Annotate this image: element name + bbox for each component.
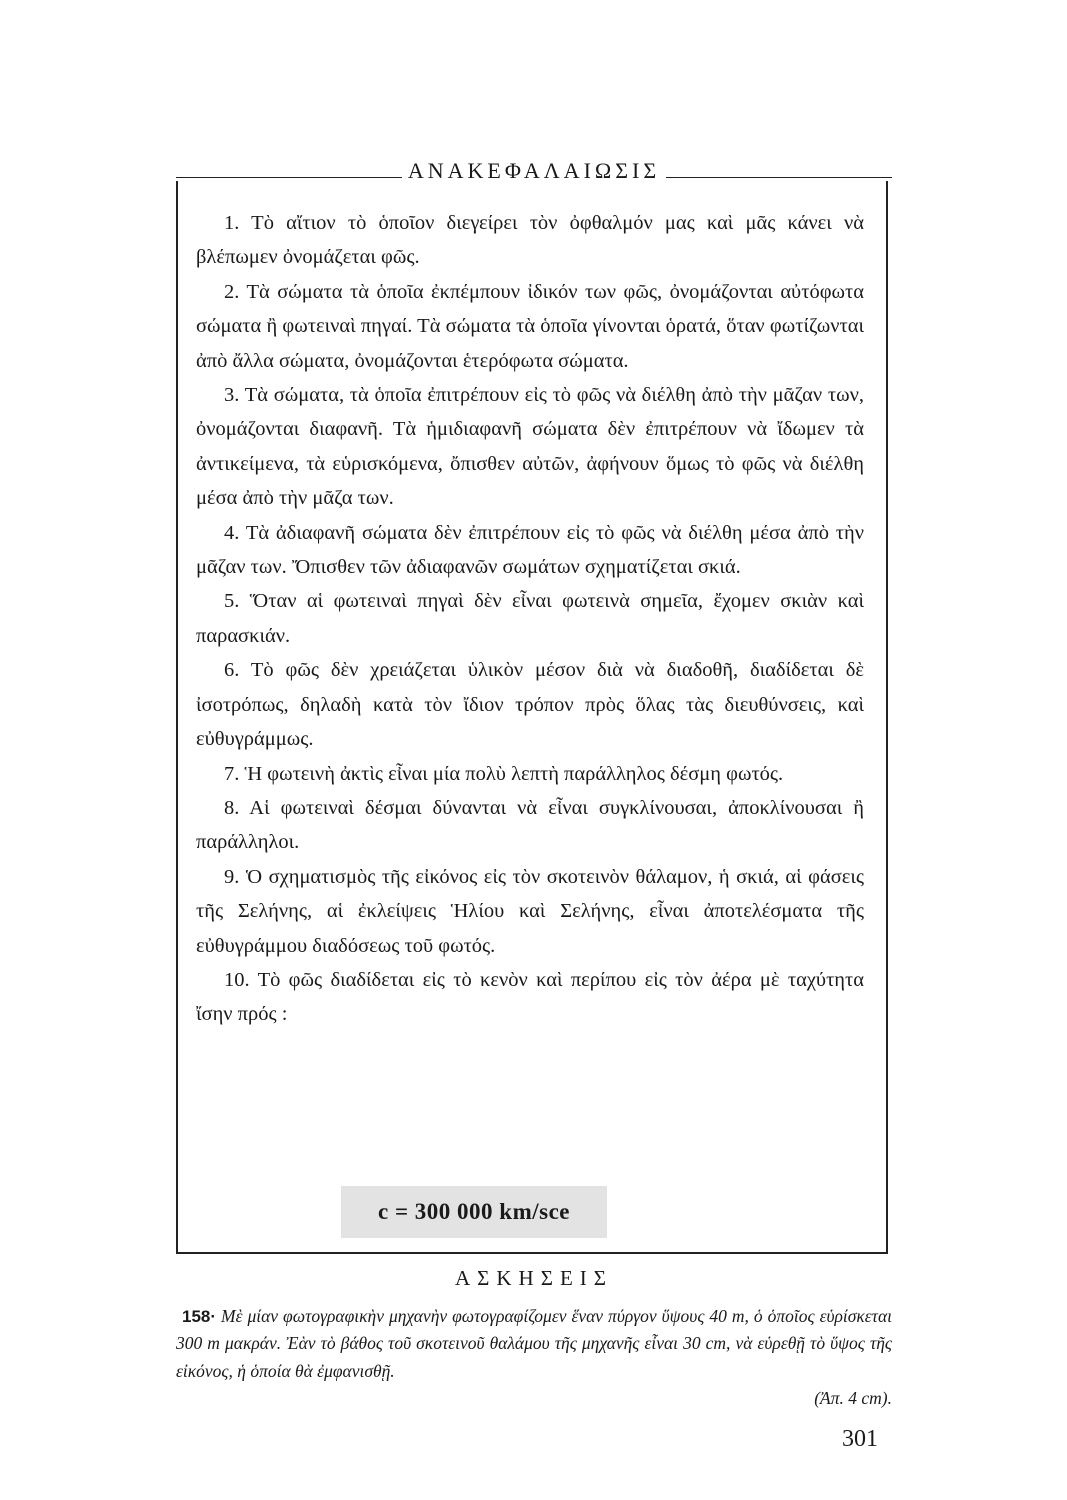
summary-item-2: 2. Τὰ σώματα τὰ ὁποῖα ἐκπέμπουν ἰδικόν των φῶς, ὀνομάζονται αὐτόφωτα σώματα ἢ φωτειναὶ πηγαί. Τὰ σώματα τὰ ὁποῖα γίνονται ὁρατά, ὅταν φωτίζωνται ἀπὸ ἄλλα σώματα, ὀνομάζονται ἑτερόφωτα σώματα. — [196, 280, 864, 372]
speed-of-light-formula: c = 300 000 km/sce — [341, 1186, 607, 1238]
section-title: ΑΝΑΚΕΦΑΛΑΙΩΣΙΣ — [407, 158, 661, 183]
exercises-title: ΑΣΚΗΣΕΙΣ — [455, 1266, 613, 1290]
page-number: 301 — [842, 1426, 878, 1452]
header-rule-right — [666, 177, 892, 178]
header-rule-left — [176, 177, 402, 178]
summary-item-4: 4. Τὰ ἀδιαφανῆ σώματα δὲν ἐπιτρέπουν εἰς τὸ φῶς νὰ διέλθη μέσα ἀπὸ τὴν μᾶζαν των. Ὄπισθεν τῶν ἀδιαφανῶν σωμάτων σχηματίζεται σκιά. — [196, 521, 864, 579]
summary-item-10: 10. Τὸ φῶς διαδίδεται εἰς τὸ κενὸν καὶ περίπου εἰς τὸν ἀέρα μὲ ταχύτητα ἴσην πρός : — [196, 968, 864, 1026]
exercise-number: 158· — [182, 1307, 217, 1326]
summary-text — [196, 206, 864, 1032]
summary-item-3: 3. Τὰ σώματα, τὰ ὁποῖα ἐπιτρέπουν εἰς τὸ φῶς νὰ διέλθη ἀπὸ τὴν μᾶζαν των, ὀνομάζονται διαφανῆ. Τὰ ἡμιδιαφανῆ σώματα δὲν ἐπιτρέπουν νὰ ἴδωμεν τὰ ἀντικείμενα, τὰ εὑρισκόμενα, ὄπισθεν αὐτῶν, ἀφήνουν ὅμως τὸ φῶς νὰ διέλθη μέσα ἀπὸ τὴν μᾶζα των. — [196, 384, 864, 510]
summary-item-8: 8. Αἱ φωτειναὶ δέσμαι δύνανται νὰ εἶναι συγκλίνουσαι, ἀποκλίνουσαι ἢ παράλληλοι. — [196, 796, 864, 854]
summary-item-6: 6. Τὸ φῶς δὲν χρειάζεται ὑλικὸν μέσον διὰ νὰ διαδοθῆ, διαδίδεται δὲ ἰσοτρόπως, δηλαδὴ κατὰ τὸν ἴδιον τρόπον πρὸς ὅλας τὰς διευθύνσεις, καὶ εὐθυγράμμως. — [196, 659, 864, 751]
summary-item-9: 9. Ὁ σχηματισμὸς τῆς εἰκόνος εἰς τὸν σκοτεινὸν θάλαμον, ἡ σκιά, αἱ φάσεις τῆς Σελήνης, αἱ ἐκλείψεις Ἡλίου καὶ Σελήνης, εἶναι ἀποτελέσματα τῆς εὐθυγράμμου διαδόσεως τοῦ φωτός. — [196, 865, 864, 957]
summary-item-5: 5. Ὅταν αἱ φωτειναὶ πηγαὶ δὲν εἶναι φωτεινὰ σημεῖα, ἔχομεν σκιὰν καὶ παρασκιάν. — [196, 590, 864, 647]
summary-item-7: 7. Ἡ φωτεινὴ ἀκτὶς εἶναι μία πολὺ λεπτὴ παράλληλος δέσμη φωτός. — [224, 762, 784, 785]
exercise-answer: (Ἀπ. 4 cm). — [814, 1388, 892, 1409]
exercise-158 — [176, 1303, 892, 1413]
exercise-text: Μὲ μίαν φωτογραφικὴν μηχανὴν φωτογραφίζομεν ἕναν πύργον ὕψους 40 m, ὁ ὁποῖος εὑρίσκεται 300 m μακράν. Ἐὰν τὸ βάθος τοῦ σκοτεινοῦ θαλάμου τῆς μηχανῆς εἶναι 30 cm, νὰ εὑρεθῇ τὸ ὕψος τῆς εἰκόνος, ἡ ὁποία θὰ ἐμφανισθῇ. — [176, 1306, 892, 1381]
summary-item-1: 1. Τὸ αἴτιον τὸ ὁποῖον διεγείρει τὸν ὀφθαλμόν μας καὶ μᾶς κάνει νὰ βλέπωμεν ὀνομάζεται φῶς. — [196, 212, 864, 269]
